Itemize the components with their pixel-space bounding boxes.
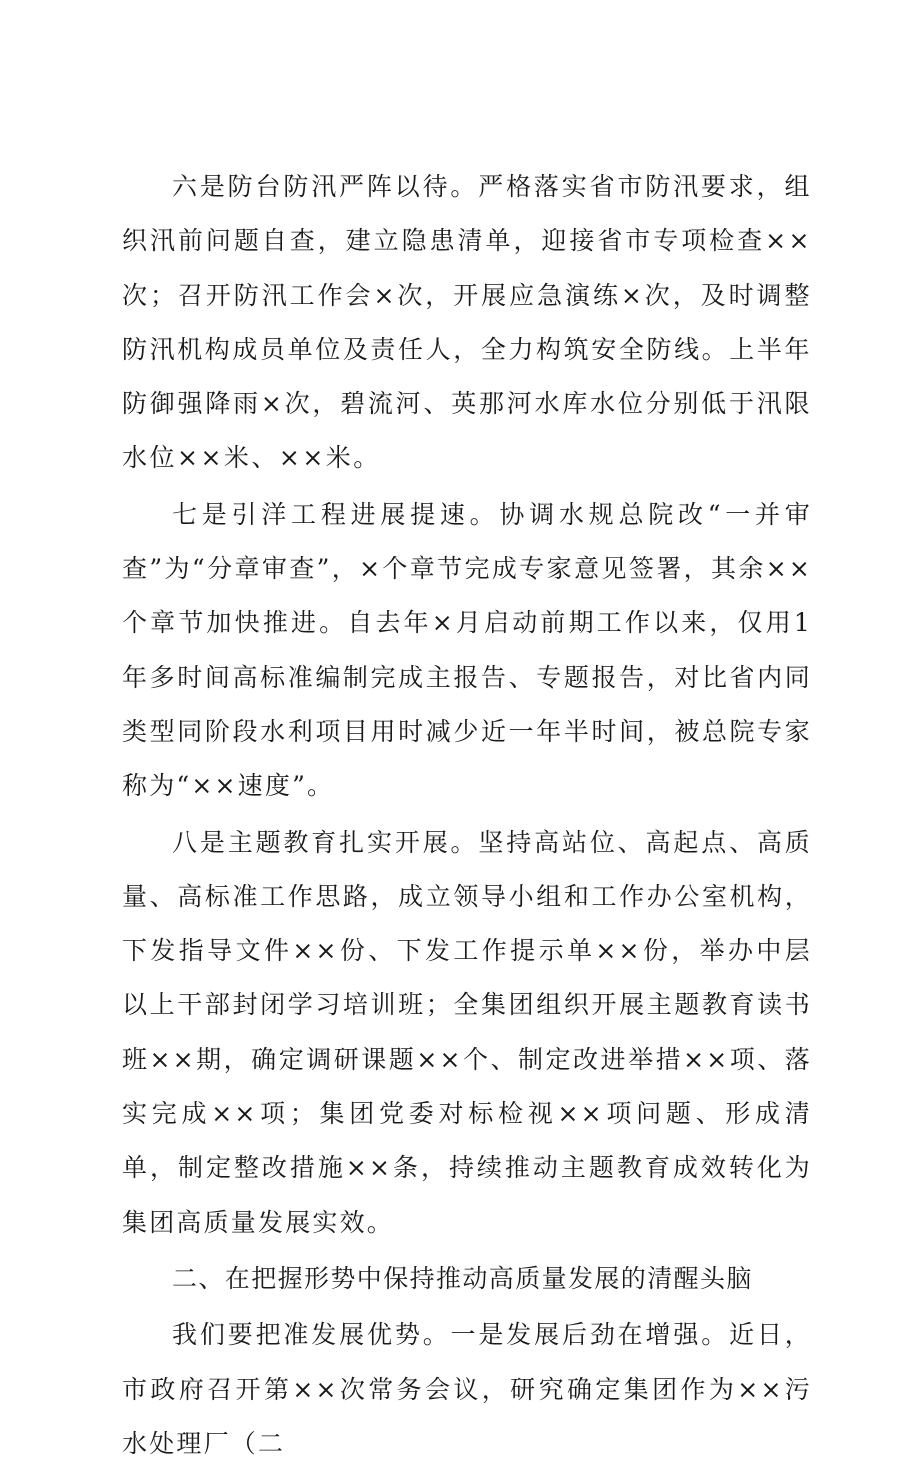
document-body	[122, 160, 812, 1473]
paragraph-flood-prevention: 六是防台防汛严阵以待。严格落实省市防汛要求，组织汛前问题自查，建立隐患清单，迎接省市专项检查××次；召开防汛工作会×次，开展应急演练×次，及时调整防汛机构成员单位及责任人，全力构筑安全防线。上半年防御强降雨×次，碧流河、英那河水库水位分别低于汛限水位××米、××米。	[122, 172, 812, 473]
paragraph-water-diversion-project: 七是引洋工程进展提速。协调水规总院改“一并审查”为“分章审查”，×个章节完成专家意见签署，其余××个章节加快推进。自去年×月启动前期工作以来，仅用1年多时间高标准编制完成主报告、专题报告，对比省内同类型同阶段水利项目用时减少近一年半时间，被总院专家称为“××速度”。	[122, 499, 812, 801]
section-heading: 二、在把握形势中保持推动高质量发展的清醒头脑	[172, 1263, 753, 1293]
paragraph-theme-education: 八是主题教育扎实开展。坚持高站位、高起点、高质量、高标准工作思路，成立领导小组和工作办公室机构，下发指导文件××份、下发工作提示单××份，举办中层以上干部封闭学习培训班；全集团组织开展主题教育读书班××期，确定调研课题××个、制定改进举措××项、落实完成××项；集团党委对标检视××项问题、形成清单，制定整改措施××条，持续推动主题教育成效转化为集团高质量发展实效。	[122, 827, 812, 1237]
paragraph-development-advantages: 我们要把准发展优势。一是发展后劲在增强。近日，市政府召开第××次常务会议，研究确定集团作为××污水处理厂（二	[122, 1320, 812, 1458]
